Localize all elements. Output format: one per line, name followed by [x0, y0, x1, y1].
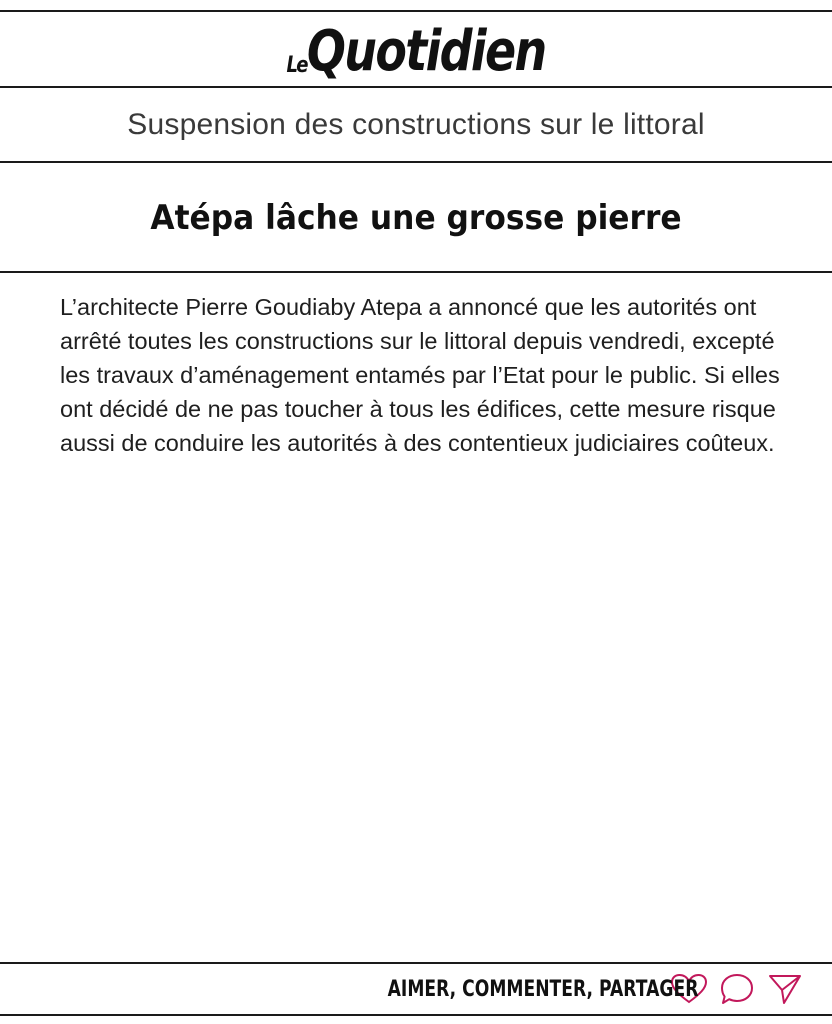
send-icon[interactable]	[766, 972, 804, 1006]
masthead	[0, 14, 832, 84]
newspaper-logo[interactable]	[286, 19, 546, 84]
kicker-rule	[0, 161, 832, 163]
masthead-rule	[0, 86, 832, 88]
article-headline: Atépa lâche une grosse pierre	[150, 198, 682, 238]
logo-prefix: Le	[286, 53, 307, 78]
footer-bottom-rule	[0, 1014, 832, 1016]
social-footer	[300, 966, 804, 1012]
footer-top-rule	[0, 962, 832, 964]
headline-rule	[0, 271, 832, 273]
article-kicker: Suspension des constructions sur le littoral	[127, 108, 705, 141]
social-call-to-action: AIMER, COMMENTER, PARTAGER	[387, 976, 698, 1002]
comment-icon[interactable]	[718, 972, 756, 1006]
top-rule	[0, 10, 832, 12]
logo-name: Quotidien	[306, 19, 546, 84]
article-body: L’architecte Pierre Goudiaby Atepa a annoncé que les autorités ont arrêté toutes les constructions sur le littoral depuis vendredi, excepté les travaux d’aménagement entamés par l’Etat pour le public. Si elles ont décidé de ne pas toucher à tous les édifices, cette mesure risque aussi de conduire les autorités à des contentieux judiciaires coûteux.	[60, 294, 780, 456]
